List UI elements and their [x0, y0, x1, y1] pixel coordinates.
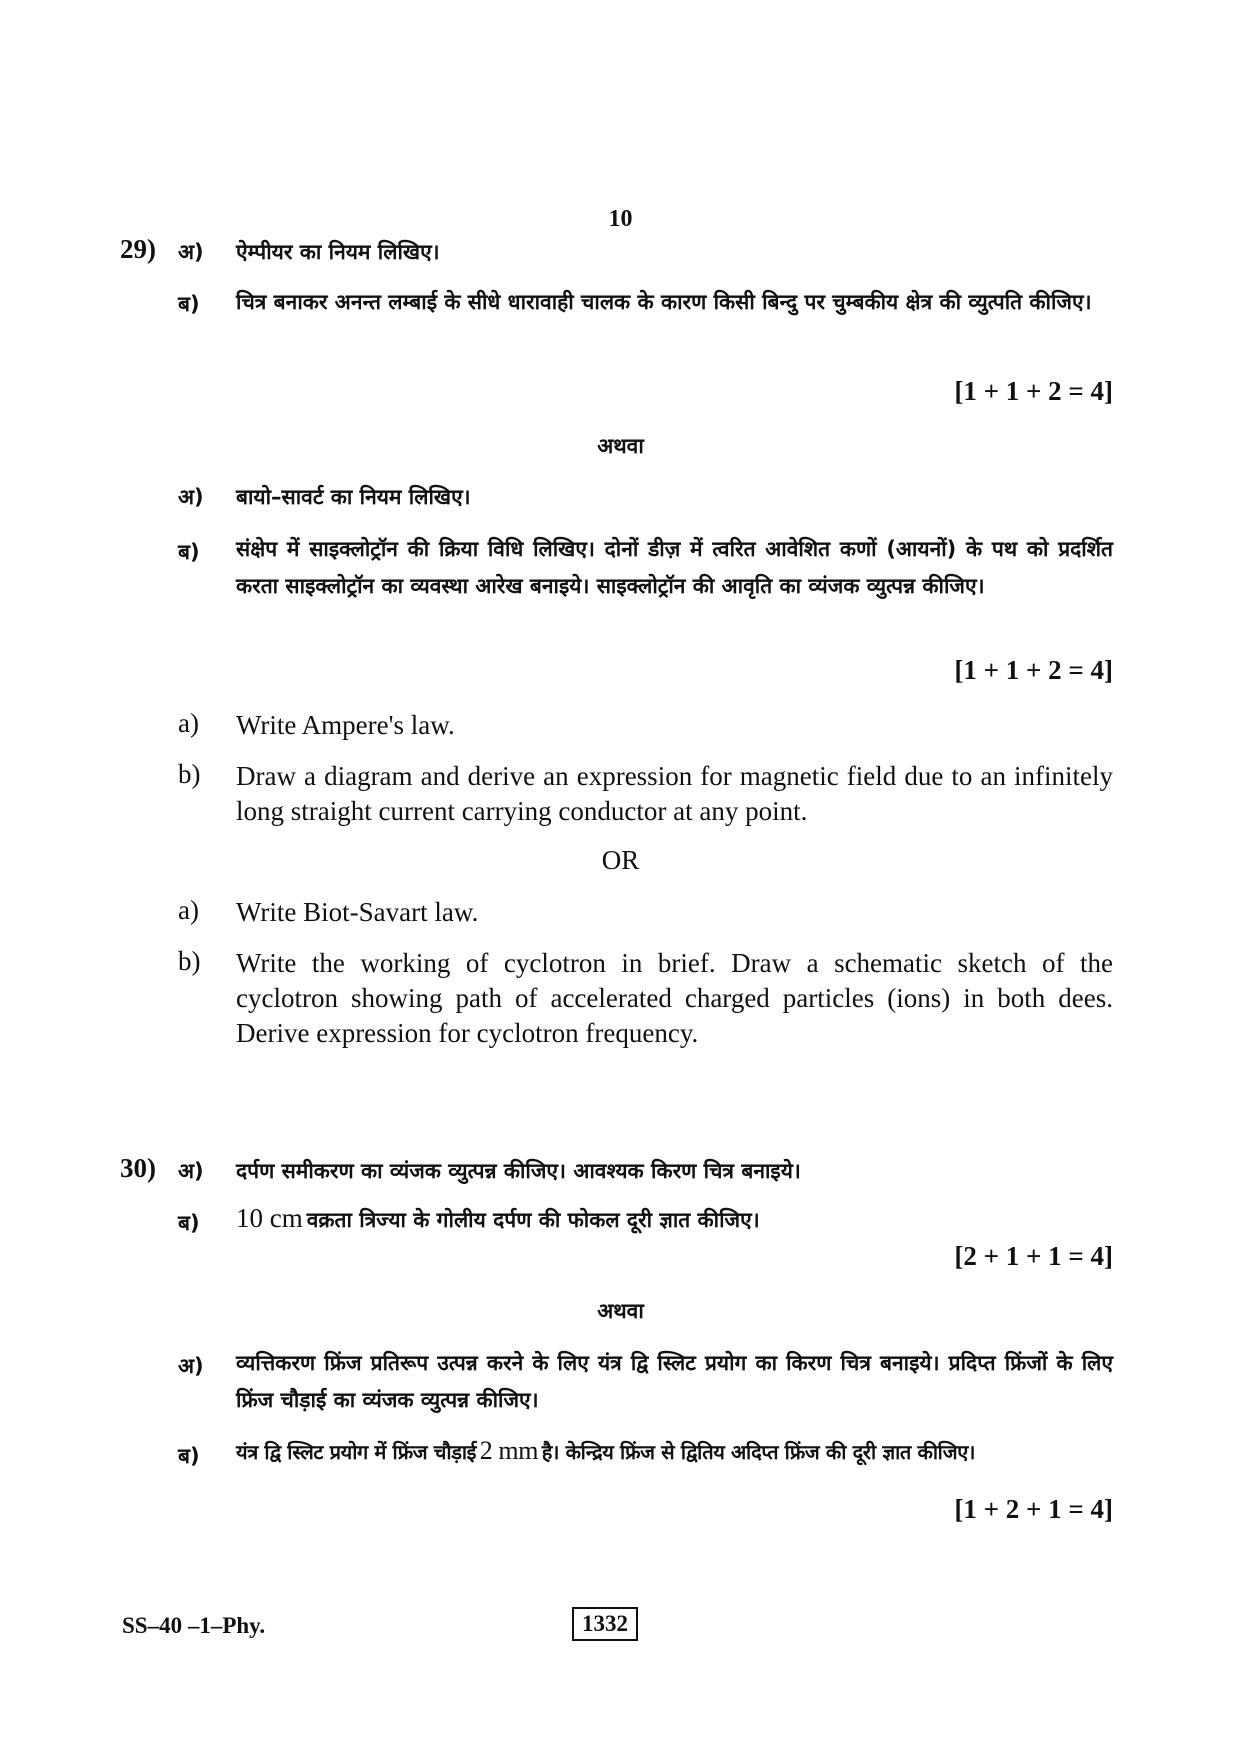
question-number-30: 30) — [120, 1153, 156, 1183]
q29-hi-b-text: चित्र बनाकर अनन्त लम्बाई के सीधे धारावाही चालक के कारण किसी बिन्दु पर चुम्बकीय क्षेत्र की व्युत्पति कीजिए। — [236, 290, 1092, 314]
q29-en-a-text: Write Ampere's law. — [236, 710, 455, 740]
q29-en-or-b-text: Write the working of cyclotron in brief. Draw a schematic sketch of the cyclotron showing path of accelerated charged particles (ions) in both dees. Derive expression for cyclotron frequency. — [236, 948, 1113, 1048]
serial-number-box: 1332 — [572, 1607, 638, 1641]
q30-or-hindi: अथवा — [597, 1299, 644, 1323]
q30-hi-or-b-label: ब) — [178, 1444, 200, 1468]
q29-or-hindi: अथवा — [597, 434, 644, 458]
q29-hi-a-text: ऐम्पीयर का नियम लिखिए। — [236, 240, 440, 264]
q30-hi-b-line — [236, 1203, 760, 1234]
q30-hi-or-b-value: 2 mm — [479, 1436, 539, 1465]
q29-en-or-a-text: Write Biot-Savart law. — [236, 897, 479, 927]
q29-en-or-a-label: a) — [178, 895, 199, 925]
q29-en-or-b-label: b) — [178, 946, 201, 976]
q29-hi-or-a-label: अ) — [178, 485, 204, 509]
q30-hi-or-b-line — [236, 1436, 975, 1466]
page-number: 10 — [608, 206, 633, 232]
q30-hi-or-a-label: अ) — [178, 1354, 204, 1378]
q29-en-a-label: a) — [178, 708, 199, 738]
q29-hi-b-label: ब) — [178, 292, 200, 316]
q29-marks-2: [1 + 1 + 2 = 4] — [954, 655, 1113, 685]
q29-marks-1: [1 + 1 + 2 = 4] — [954, 376, 1113, 406]
q29-hi-or-b-label: ब) — [178, 540, 200, 564]
q30-hi-a-text: दर्पण समीकरण का व्यंजक व्युत्पन्न कीजिए। आवश्यक किरण चित्र बनाइये। — [236, 1159, 801, 1183]
q29-or-english: OR — [601, 845, 640, 875]
q30-hi-or-b-text-1: यंत्र द्वि स्लिट प्रयोग में फ्रिंज चौड़ाई — [236, 1440, 477, 1464]
paper-code: SS–40 –1–Phy. — [122, 1613, 266, 1638]
question-number-29: 29) — [120, 234, 156, 264]
q30-hi-b-value: 10 cm — [236, 1203, 303, 1233]
q30-marks-2: [1 + 2 + 1 = 4] — [954, 1494, 1113, 1524]
q29-en-b-text: Draw a diagram and derive an expression for magnetic field due to an infinitely long straight current carrying conductor at any point. — [236, 761, 1113, 826]
q30-hi-a-label: अ) — [178, 1159, 204, 1183]
q30-hi-or-b-text-2: है। केन्द्रिय फ्रिंज से द्वितिय अदिप्त फ्रिंज की दूरी ज्ञात कीजिए। — [541, 1440, 976, 1464]
q29-hi-or-a-text: बायो–सावर्ट का नियम लिखिए। — [236, 485, 471, 509]
q30-marks-1: [2 + 1 + 1 = 4] — [954, 1241, 1113, 1271]
q30-hi-b-label: ब) — [178, 1211, 200, 1235]
q30-hi-or-a-text: व्यत्तिकरण फ्रिंज प्रतिरूप उत्पन्न करने के लिए यंत्र द्वि स्लिट प्रयोग का किरण चित्र बनाइये। प्रदिप्त फ्रिंजों के लिए फ्रिंज चौड़ाई का व्यंजक व्युत्पन्न कीजिए। — [236, 1351, 1113, 1412]
q29-hi-or-b-text: संक्षेप में साइक्लोट्रॉन की क्रिया विधि लिखिए। दोनों डीज़ में त्वरित आवेशित कणों (आयनों) के पथ को प्रदर्शित करता साइक्लोट्रॉन का व्यवस्था आरेख बनाइये। साइक्लोट्रॉन की आवृति का व्यंजक व्युत्पन्न कीजिए। — [236, 537, 1113, 598]
q29-en-b-label: b) — [178, 759, 201, 789]
q29-hi-a-label: अ) — [178, 240, 204, 264]
q30-hi-b-text: वक्रता त्रिज्या के गोलीय दर्पण की फोकल दूरी ज्ञात कीजिए। — [306, 1208, 760, 1232]
